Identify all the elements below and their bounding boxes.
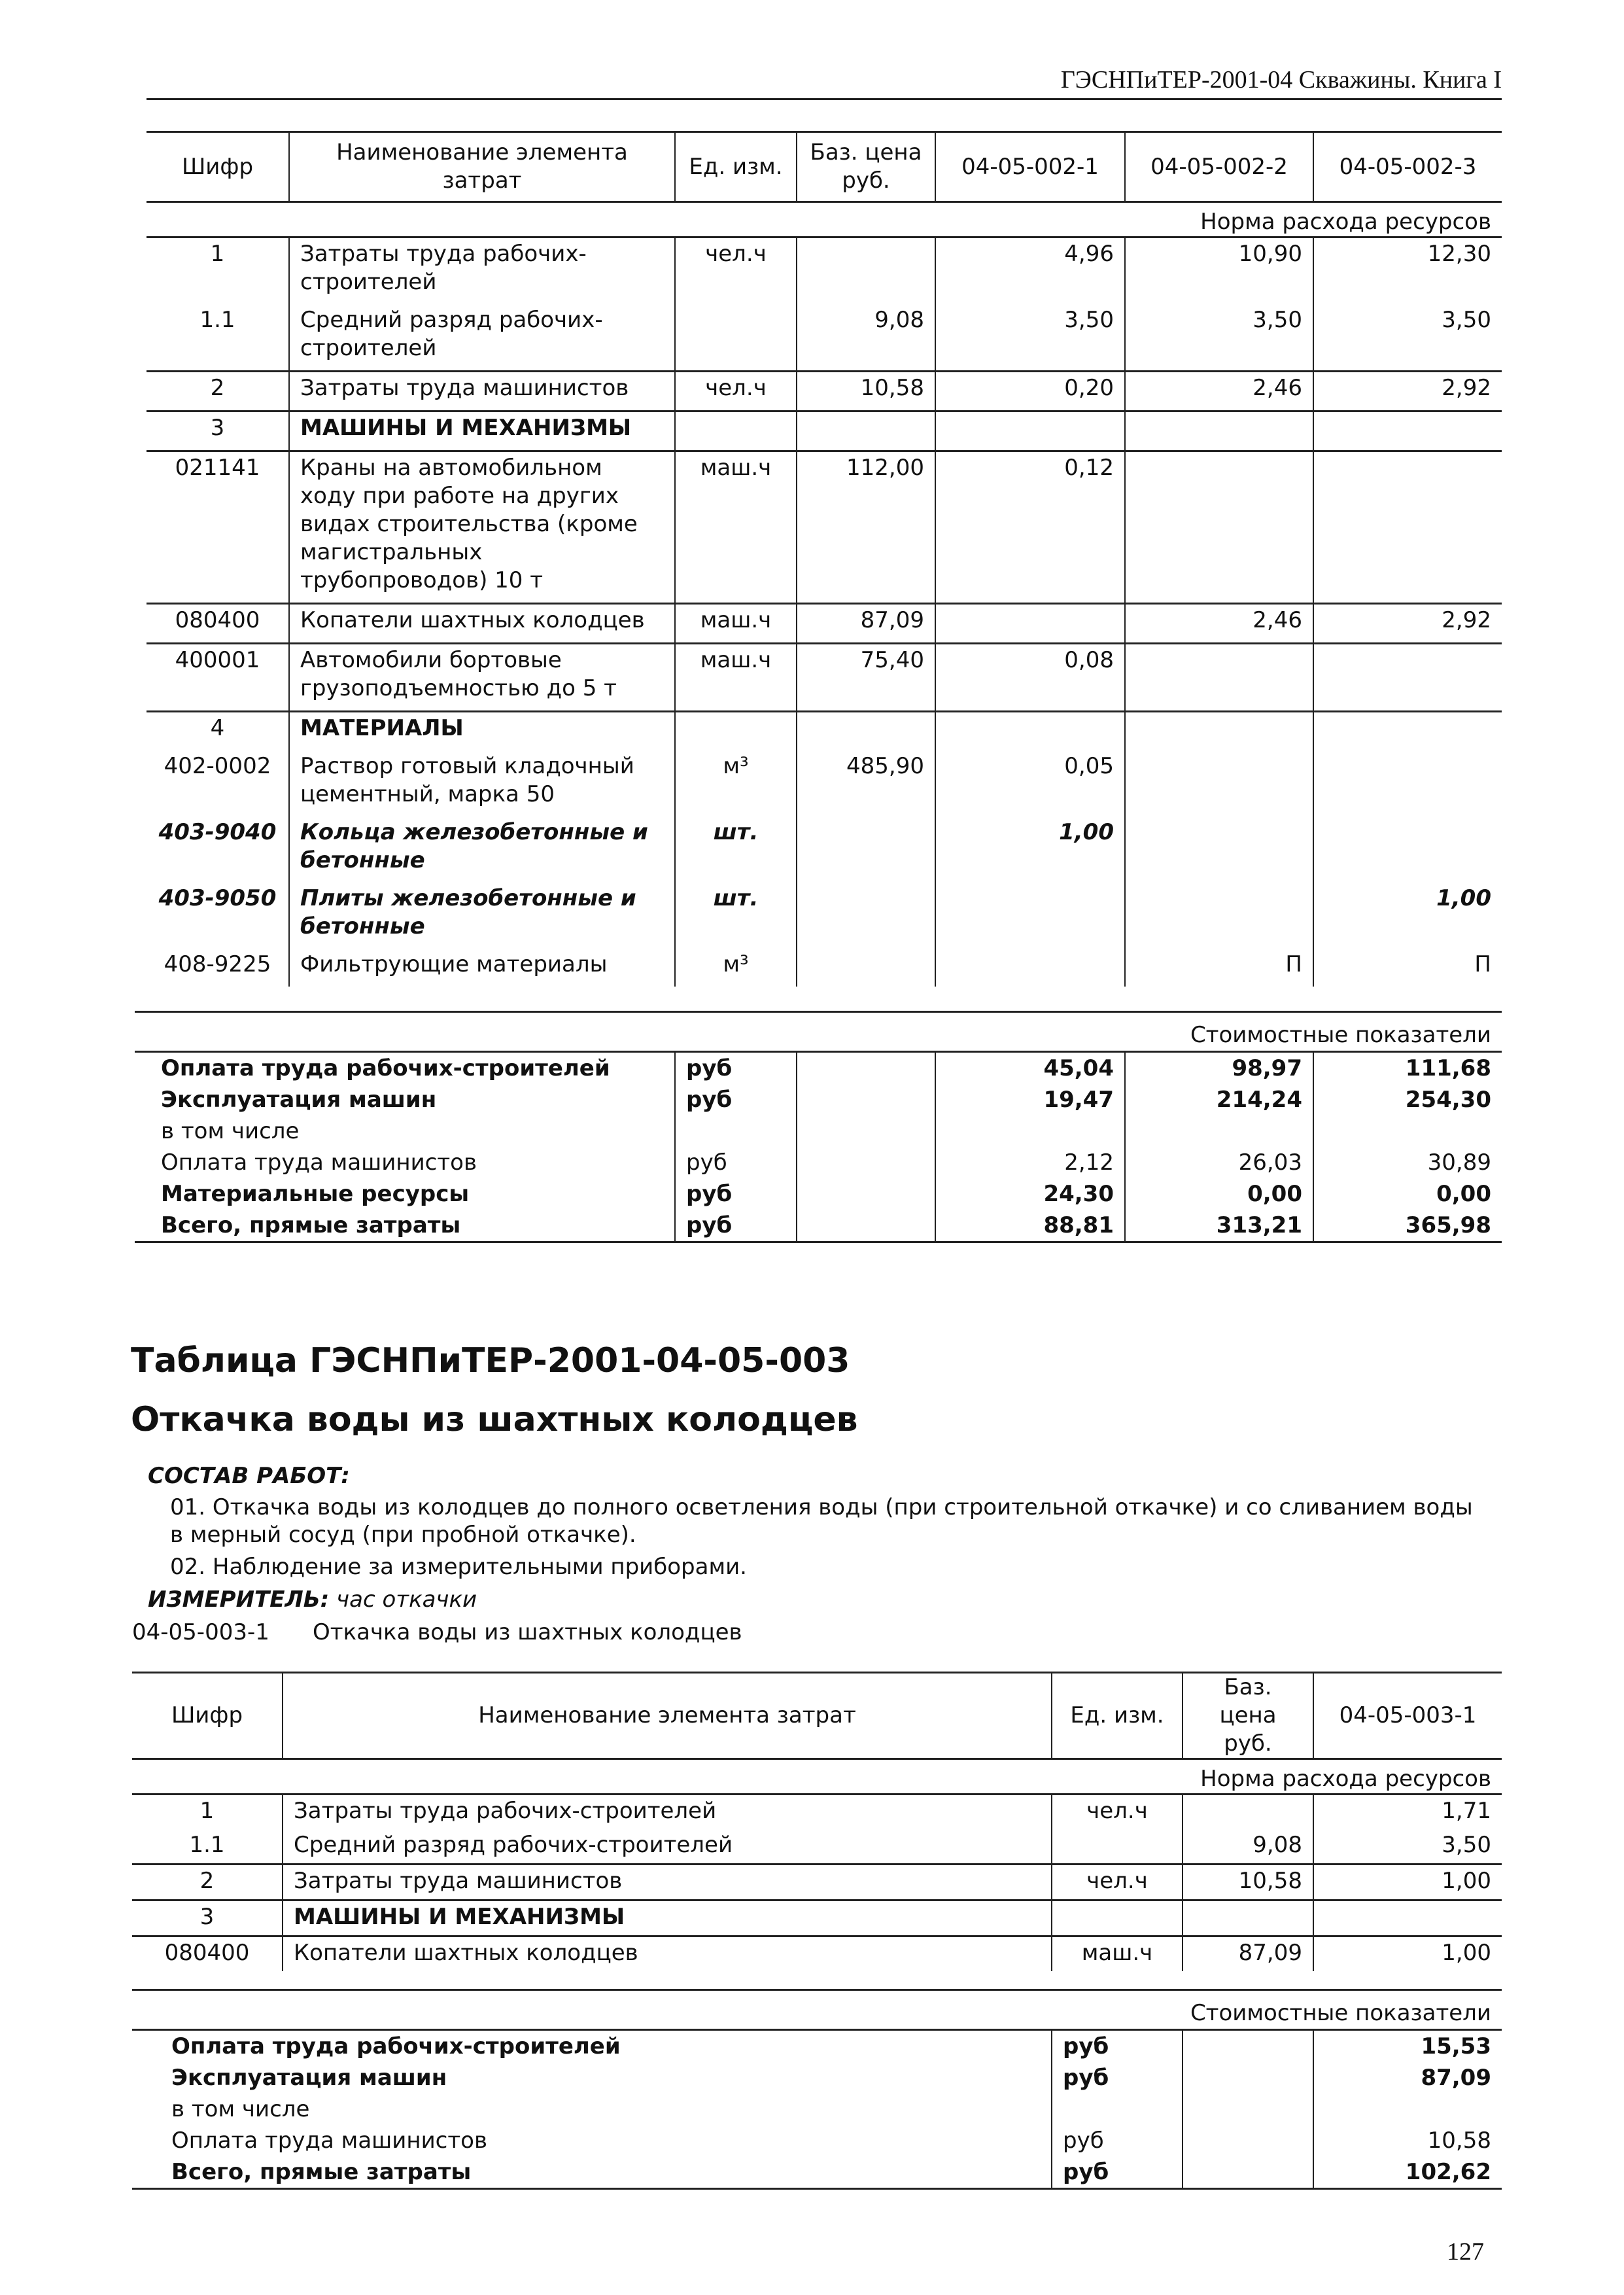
table-row [147,604,1502,644]
cell-value: 3,50 [1125,304,1313,372]
cost-name: Оплата труда машинистов [171,2128,488,2154]
cell-code: 3 [132,1901,283,1936]
cell-value [797,412,935,451]
cell-code: 402-0002 [164,753,271,779]
table-header-row [147,132,1502,202]
cell-value: маш.ч [675,451,797,604]
cost-row [135,1115,1502,1147]
cell-value [1125,816,1313,883]
cost-label: Стоимостные показатели [132,1990,1502,2030]
work-item-1: 01. Откачка воды из колодцев до полного осветления воды (при строительной откачке) и со сливанием воды в мерный сосуд (при пробной откачке). [170,1494,1473,1548]
cost-unit [675,1115,797,1147]
cell-value: 1,00 [1313,1865,1502,1901]
cell-value [935,949,1125,987]
cost-row [132,2156,1502,2189]
cell-value: м³ [675,750,797,816]
cell-value [935,412,1125,451]
cell-value: 0,08 [935,644,1125,712]
cell-name: Раствор готовый кладочный цементный, марка 50 [289,750,675,816]
cell-code: 2 [132,1865,283,1901]
cell-value: 10,58 [1183,1865,1313,1901]
cost-value: 254,30 [1313,1084,1502,1115]
cell-value: 3,50 [935,304,1125,372]
cost-name: Оплата труда рабочих-строителей [171,2033,621,2059]
col-header: Наименование элемента затрат [283,1673,1052,1759]
cost-table-2 [132,1989,1502,2190]
table-row [147,750,1502,816]
cost-row [132,2062,1502,2094]
cost-value: 98,97 [1125,1052,1313,1085]
cell-value [797,883,935,949]
cost-empty-cell [797,1178,935,1210]
section-label-row [147,202,1502,237]
cost-name: Всего, прямые затраты [171,2159,472,2185]
cell-name: Плиты железобетонные и бетонные [289,883,675,949]
cell-value: маш.ч [1052,1936,1183,1972]
cell-code: 2 [147,372,289,412]
cell-value: шт. [675,883,797,949]
table-row [147,644,1502,712]
cell-value [1313,750,1502,816]
work-item-2: 02. Наблюдение за измерительными приборами. [170,1554,747,1580]
cell-code: 1 [147,237,289,305]
cell-value: 87,09 [1183,1936,1313,1972]
cell-value [935,712,1125,751]
table-row [147,712,1502,751]
cell-code: 080400 [147,604,289,644]
meter-value: час откачки [336,1586,477,1613]
cost-row [135,1084,1502,1115]
section-label-row [132,1759,1502,1795]
cost-value: 102,62 [1313,2156,1502,2189]
cost-value: 24,30 [935,1178,1125,1210]
cell-value: 112,00 [797,451,935,604]
cell-name: МАТЕРИАЛЫ [289,712,675,751]
cell-value [797,949,935,987]
table-row [132,1936,1502,1972]
cost-empty-cell [797,1052,935,1085]
col-header: Ед. изм. [1052,1673,1183,1759]
cell-value: 87,09 [797,604,935,644]
cell-value: 2,46 [1125,604,1313,644]
cost-unit: руб [1052,2062,1183,2094]
cell-name: МАШИНЫ И МЕХАНИЗМЫ [289,412,675,451]
cost-empty-cell [1183,2094,1313,2125]
col-header: Баз. цена руб. [797,132,935,202]
cell-value [1125,644,1313,712]
cost-value: 15,53 [1313,2030,1502,2063]
table-row [132,1901,1502,1936]
cost-value: 214,24 [1125,1084,1313,1115]
cell-code: 1.1 [189,1832,225,1858]
cell-value: 3,50 [1313,1829,1502,1865]
cell-value: 2,92 [1313,372,1502,412]
table-row [147,883,1502,949]
cost-value [1313,1115,1502,1147]
cell-value [1313,712,1502,751]
cell-value [935,883,1125,949]
cell-code: 080400 [132,1936,283,1972]
cost-empty-cell [1183,2030,1313,2063]
cell-value [1052,1829,1183,1865]
page-number: 127 [1447,2238,1484,2266]
table-title: Таблица ГЭСНПиТЕР-2001-04-05-003 [131,1341,850,1380]
cell-value: 9,08 [1183,1829,1313,1865]
cost-label: Стоимостные показатели [135,1012,1502,1052]
cell-code: 4 [147,712,289,751]
cost-row [135,1178,1502,1210]
cell-name: Затраты труда рабочих-строителей [289,237,675,305]
cell-value: чел.ч [1052,1795,1183,1830]
norm-label: Норма расхода ресурсов [147,202,1502,237]
cost-value: 313,21 [1125,1210,1313,1242]
col-header: 04-05-002-1 [935,132,1125,202]
cell-value [1183,1901,1313,1936]
cost-name: Эксплуатация машин [161,1087,437,1113]
cost-name: в том числе [171,2096,310,2122]
cell-name: Затраты труда рабочих-строителей [283,1795,1052,1830]
cell-value: П [1313,949,1502,987]
meter-label: ИЗМЕРИТЕЛЬ: [148,1586,330,1613]
cost-value: 365,98 [1313,1210,1502,1242]
cell-value [1052,1901,1183,1936]
cell-value: 0,20 [935,372,1125,412]
cost-value: 88,81 [935,1210,1125,1242]
table-row [147,949,1502,987]
col-header: Шифр [147,132,289,202]
cost-empty-cell [797,1147,935,1178]
cost-value: 45,04 [935,1052,1125,1085]
norm-code-name: Откачка воды из шахтных колодцев [313,1619,742,1645]
table-row [147,372,1502,412]
cost-row [135,1147,1502,1178]
cost-name: Оплата труда машинистов [161,1149,477,1176]
table-row [147,451,1502,604]
cell-value: чел.ч [675,372,797,412]
table-row [147,816,1502,883]
cell-value [1313,1901,1502,1936]
cell-value: 75,40 [797,644,935,712]
col-header: 04-05-002-2 [1125,132,1313,202]
cell-code: 021141 [147,451,289,604]
cost-name: Оплата труда рабочих-строителей [161,1055,610,1081]
table-subtitle: Откачка воды из шахтных колодцев [131,1400,858,1439]
cost-value: 87,09 [1313,2062,1502,2094]
cost-row [135,1210,1502,1242]
cost-value: 111,68 [1313,1052,1502,1085]
cell-value [1313,644,1502,712]
cell-value [1125,412,1313,451]
cell-value: чел.ч [1052,1865,1183,1901]
cost-unit: руб [1052,2156,1183,2189]
resource-table-2 [132,1672,1502,1971]
cell-value [797,712,935,751]
cell-code: 1.1 [199,307,235,333]
norm-label: Норма расхода ресурсов [132,1759,1502,1795]
cell-value: 12,30 [1313,237,1502,305]
col-header: Ед. изм. [675,132,797,202]
cost-name: Эксплуатация машин [171,2065,447,2091]
cost-label-row [135,1012,1502,1052]
cost-value: 19,47 [935,1084,1125,1115]
cost-value: 0,00 [1125,1178,1313,1210]
cell-name: Автомобили бортовые грузоподъемностью до 5 т [289,644,675,712]
cell-value [1125,451,1313,604]
cell-name: Средний разряд рабочих-строителей [283,1829,1052,1865]
col-header: 04-05-002-3 [1313,132,1502,202]
cell-name: Фильтрующие материалы [289,949,675,987]
cost-unit: руб [675,1178,797,1210]
cost-unit: руб [675,1052,797,1085]
cell-code: 3 [147,412,289,451]
cell-value [1183,1795,1313,1830]
cost-row [132,2125,1502,2156]
cost-empty-cell [1183,2062,1313,2094]
col-header: Наименование элемента затрат [289,132,675,202]
table-row [147,237,1502,305]
cost-value: 2,12 [935,1147,1125,1178]
cell-name: Копатели шахтных колодцев [289,604,675,644]
cost-unit: руб [675,1084,797,1115]
cell-value: 1,00 [1313,883,1502,949]
col-header: Баз. цена руб. [1183,1673,1313,1759]
cell-value: 485,90 [797,750,935,816]
cost-value [935,1115,1125,1147]
cell-value: 3,50 [1313,304,1502,372]
cell-name: Кольца железобетонные и бетонные [289,816,675,883]
cell-value: маш.ч [675,644,797,712]
cost-empty-cell [1183,2125,1313,2156]
table-row [147,304,1502,372]
cell-value [797,816,935,883]
cell-value [1313,451,1502,604]
cell-value [675,304,797,372]
cost-unit: руб [675,1210,797,1242]
cost-row [132,2094,1502,2125]
running-title: ГЭСНПиТЕР-2001-04 Скважины. Книга I [1060,66,1502,94]
cell-name: МАШИНЫ И МЕХАНИЗМЫ [283,1901,1052,1936]
cost-empty-cell [797,1115,935,1147]
cell-value [1125,750,1313,816]
cost-value: 30,89 [1313,1147,1502,1178]
cell-value: П [1125,949,1313,987]
cost-empty-cell [797,1084,935,1115]
resource-table-1 [147,131,1502,987]
cell-name: Копатели шахтных колодцев [283,1936,1052,1972]
cell-value: 10,58 [797,372,935,412]
cell-value: м³ [675,949,797,987]
cell-value [1313,412,1502,451]
cell-code: 403-9040 [158,819,277,845]
cost-name: в том числе [161,1118,300,1144]
cost-row [135,1052,1502,1085]
cell-value [1313,816,1502,883]
cell-value [675,712,797,751]
cell-value [797,237,935,305]
cost-label-row [132,1990,1502,2030]
cost-empty-cell [797,1210,935,1242]
cell-value [1125,712,1313,751]
cost-unit: руб [1052,2030,1183,2063]
cost-unit [1052,2094,1183,2125]
cost-row [132,2030,1502,2063]
cost-value [1125,1115,1313,1147]
cell-value: 0,05 [935,750,1125,816]
cost-value [1313,2094,1502,2125]
meter-line [148,1586,477,1613]
cost-name: Материальные ресурсы [161,1181,470,1207]
cell-value: 4,96 [935,237,1125,305]
col-header: Шифр [132,1673,283,1759]
cell-name: Затраты труда машинистов [283,1865,1052,1901]
cell-value: чел.ч [675,237,797,305]
cell-code: 1 [132,1795,283,1830]
norm-code: 04-05-003-1 [132,1619,269,1645]
cell-code: 408-9225 [164,951,271,977]
cost-table-1 [135,1011,1502,1243]
cell-code: 403-9050 [158,885,277,911]
table-row [132,1829,1502,1865]
cell-name: Затраты труда машинистов [289,372,675,412]
works-label: СОСТАВ РАБОТ: [148,1463,350,1489]
cell-value: 1,00 [935,816,1125,883]
cell-code: 400001 [147,644,289,712]
cell-name: Средний разряд рабочих-строителей [289,304,675,372]
cost-empty-cell [1183,2156,1313,2189]
cell-value [1125,883,1313,949]
cell-value: 1,00 [1313,1936,1502,1972]
cell-value [675,412,797,451]
cost-unit: руб [1052,2125,1183,2156]
cost-name: Всего, прямые затраты [161,1212,461,1238]
table-row [132,1865,1502,1901]
cell-value: 2,46 [1125,372,1313,412]
cell-value [935,604,1125,644]
cell-value: 2,92 [1313,604,1502,644]
cost-value: 26,03 [1125,1147,1313,1178]
running-header [147,65,1502,100]
cell-value: 9,08 [797,304,935,372]
table-header-row [132,1673,1502,1759]
cell-value: 0,12 [935,451,1125,604]
cell-value: 1,71 [1313,1795,1502,1830]
col-header: 04-05-003-1 [1313,1673,1502,1759]
cost-unit: руб [675,1147,797,1178]
cell-name: Краны на автомобильном ходу при работе на других видах строительства (кроме магистральных трубопроводов) 10 т [289,451,675,604]
table-row [147,412,1502,451]
cell-value: маш.ч [675,604,797,644]
table-row [132,1795,1502,1830]
cell-value: 10,90 [1125,237,1313,305]
cost-value: 10,58 [1313,2125,1502,2156]
cost-value: 0,00 [1313,1178,1502,1210]
cell-value: шт. [675,816,797,883]
